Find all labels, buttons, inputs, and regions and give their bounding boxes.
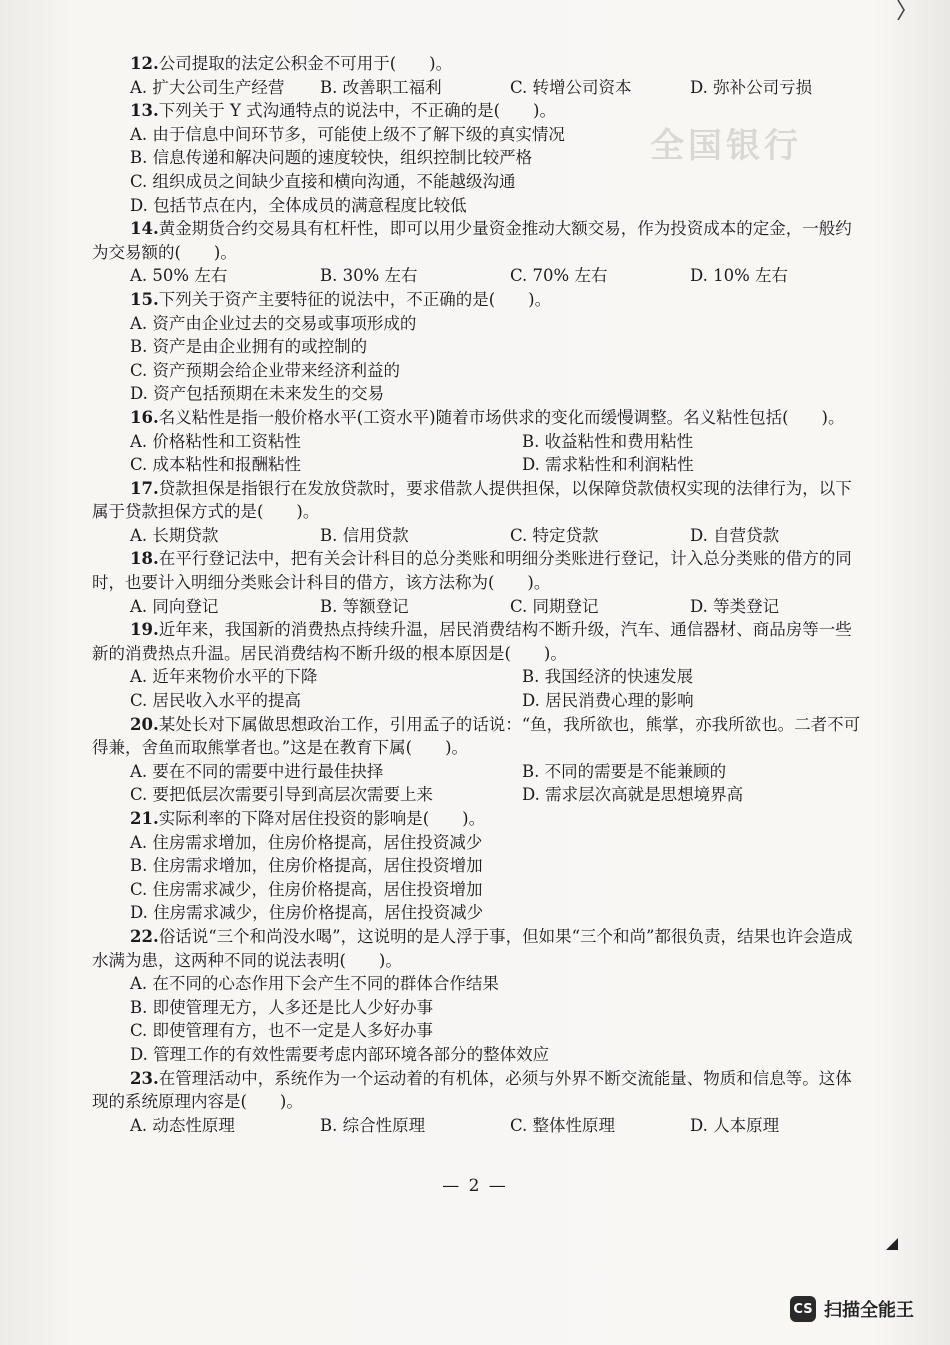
option-a: A. 要在不同的需要中进行最佳抉择 bbox=[130, 761, 384, 781]
question-12 bbox=[92, 52, 862, 99]
option-c: C. 70% 左右 bbox=[510, 266, 608, 286]
option-d: D. 需求层次高就是思想境界高 bbox=[522, 785, 744, 805]
option-d: D. 10% 左右 bbox=[690, 266, 789, 286]
option-d: D. 住房需求减少，住房价格提高，居住投资减少 bbox=[130, 903, 484, 923]
option-c: C. 特定贷款 bbox=[510, 525, 599, 545]
question-stem: 在平行登记法中，把有关会计科目的总分类账和明细分类账进行登记，计入总分类账的借方的同时，也要计入明细分类账会计科目的借方，该方法称为( )。 bbox=[92, 549, 852, 593]
scanner-app-name: 扫描全能王 bbox=[824, 1300, 914, 1321]
question-19 bbox=[92, 618, 862, 712]
option-a: A. 动态性原理 bbox=[130, 1115, 235, 1135]
option-d: D. 资产包括预期在未来发生的交易 bbox=[130, 384, 385, 404]
option-b: B. 综合性原理 bbox=[320, 1115, 426, 1135]
question-16 bbox=[92, 406, 862, 477]
question-20 bbox=[92, 713, 862, 807]
question-number: 12. bbox=[130, 54, 159, 73]
question-22 bbox=[92, 925, 862, 1067]
option-d: D. 需求粘性和利润粘性 bbox=[522, 455, 694, 475]
question-number: 17. bbox=[130, 478, 159, 498]
question-stem: 某处长对下属做思想政治工作，引用孟子的话说：“鱼，我所欲也，熊掌，亦我所欲也。二者不可得兼，舍鱼而取熊掌者也。”这是在教育下属( )。 bbox=[92, 714, 861, 758]
question-number: 14. bbox=[130, 219, 159, 239]
question-number: 18. bbox=[130, 549, 159, 569]
question-number: 15. bbox=[130, 289, 159, 309]
question-18 bbox=[92, 547, 862, 618]
question-number: 20. bbox=[130, 714, 159, 734]
option-c: C. 同期登记 bbox=[510, 596, 599, 616]
option-d: D. 包括节点在内，全体成员的满意程度比较低 bbox=[130, 195, 467, 215]
question-number: 22. bbox=[130, 926, 159, 946]
question-21 bbox=[92, 807, 862, 925]
question-stem: 贷款担保是指银行在发放贷款时，要求借款人提供担保，以保障贷款债权实现的法律行为，以下属于贷款担保方式的是( )。 bbox=[92, 478, 852, 522]
option-d: D. 弥补公司亏损 bbox=[690, 77, 813, 97]
question-list bbox=[92, 52, 862, 1137]
question-stem: 名义粘性是指一般价格水平(工资水平)随着市场供求的变化而缓慢调整。名义粘性包括( )。 bbox=[158, 407, 845, 427]
option-c: C. 整体性原理 bbox=[510, 1115, 616, 1135]
option-d: D. 管理工作的有效性需要考虑内部环境各部分的整体效应 bbox=[130, 1044, 550, 1064]
option-c: C. 转增公司资本 bbox=[510, 77, 632, 97]
option-c: C. 居民收入水平的提高 bbox=[130, 691, 302, 711]
question-number: 21. bbox=[130, 809, 159, 828]
question-14 bbox=[92, 217, 862, 288]
page-corner-marker-icon bbox=[886, 1238, 898, 1250]
option-c: C. 资产预期会给企业带来经济利益的 bbox=[130, 360, 401, 380]
question-number: 13. bbox=[130, 101, 159, 121]
question-stem: 下列关于 Y 式沟通特点的说法中，不正确的是( )。 bbox=[158, 101, 556, 121]
bleed-through-watermark: 全国银行 bbox=[650, 126, 802, 166]
option-d: D. 等类登记 bbox=[690, 596, 780, 616]
question-stem: 俗话说“三个和尚没水喝”，这说明的是人浮于事，但如果“三个和尚”都很负责，结果也许会造成水满为患，这两种不同的说法表明( )。 bbox=[92, 926, 853, 970]
question-stem: 黄金期货合约交易具有杠杆性，即可以用少量资金推动大额交易，作为投资成本的定金，一般约为交易额的( )。 bbox=[92, 219, 852, 262]
question-number: 23. bbox=[130, 1068, 159, 1088]
option-a: A. 50% 左右 bbox=[130, 266, 228, 286]
option-b: B. 收益粘性和费用粘性 bbox=[522, 431, 694, 451]
option-b: B. 即使管理无方，人多还是比人少好办事 bbox=[130, 997, 434, 1017]
scanner-app-badge bbox=[790, 1296, 914, 1322]
question-stem: 近年来，我国新的消费热点持续升温，居民消费结构不断升级，汽车、通信器材、商品房等一些新的消费热点升温。居民消费结构不断升级的根本原因是( )。 bbox=[92, 620, 852, 663]
page-number: — 2 — bbox=[442, 1176, 508, 1196]
option-d: D. 自营贷款 bbox=[690, 525, 780, 545]
option-b: B. 资产是由企业拥有的或控制的 bbox=[130, 337, 368, 357]
option-d: D. 人本原理 bbox=[690, 1115, 780, 1135]
option-a: A. 住房需求增加，住房价格提高，居住投资减少 bbox=[130, 832, 483, 852]
question-number: 16. bbox=[130, 407, 159, 427]
option-b: B. 30% 左右 bbox=[320, 266, 418, 286]
question-23 bbox=[92, 1067, 862, 1138]
question-17 bbox=[92, 477, 862, 548]
option-c: C. 组织成员之间缺少直接和横向沟通，不能越级沟通 bbox=[130, 171, 516, 191]
option-c: C. 要把低层次需要引导到高层次需要上来 bbox=[130, 785, 434, 805]
option-b: B. 不同的需要是不能兼顾的 bbox=[522, 761, 727, 781]
option-b: B. 信息传递和解决问题的速度较快，组织控制比较严格 bbox=[130, 148, 533, 168]
question-stem: 实际利率的下降对居住投资的影响是( )。 bbox=[158, 809, 486, 828]
option-c: C. 即使管理有方，也不一定是人多好办事 bbox=[130, 1021, 434, 1041]
camscanner-logo-icon: CS bbox=[790, 1296, 816, 1322]
option-a: A. 同向登记 bbox=[130, 596, 219, 616]
option-b: B. 信用贷款 bbox=[320, 525, 409, 545]
option-c: C. 住房需求减少，住房价格提高，居住投资增加 bbox=[130, 879, 483, 899]
option-a: A. 资产由企业过去的交易或事项形成的 bbox=[130, 313, 417, 333]
question-stem: 下列关于资产主要特征的说法中，不正确的是( )。 bbox=[158, 289, 552, 309]
option-a: A. 近年来物价水平的下降 bbox=[130, 667, 318, 687]
option-b: B. 我国经济的快速发展 bbox=[522, 667, 694, 687]
option-b: B. 等额登记 bbox=[320, 596, 409, 616]
option-a: A. 由于信息中间环节多，可能使上级不了解下级的真实情况 bbox=[130, 124, 565, 144]
option-a: A. 在不同的心态作用下会产生不同的群体合作结果 bbox=[130, 974, 499, 994]
option-a: A. 扩大公司生产经营 bbox=[130, 77, 285, 97]
option-b: B. 住房需求增加，住房价格提高，居住投资增加 bbox=[130, 856, 483, 876]
question-15 bbox=[92, 288, 862, 406]
question-stem: 公司提取的法定公积金不可用于( )。 bbox=[158, 54, 453, 73]
question-13 bbox=[92, 99, 862, 217]
option-d: D. 居民消费心理的影响 bbox=[522, 691, 694, 711]
option-a: A. 价格粘性和工资粘性 bbox=[130, 431, 301, 451]
question-number: 19. bbox=[130, 620, 159, 640]
option-a: A. 长期贷款 bbox=[130, 525, 219, 545]
corner-bracket-icon bbox=[894, 0, 914, 20]
option-c: C. 成本粘性和报酬粘性 bbox=[130, 455, 302, 475]
option-b: B. 改善职工福利 bbox=[320, 77, 442, 97]
question-stem: 在管理活动中，系统作为一个运动着的有机体，必须与外界不断交流能量、物质和信息等。这体现的系统原理内容是( )。 bbox=[92, 1068, 852, 1112]
